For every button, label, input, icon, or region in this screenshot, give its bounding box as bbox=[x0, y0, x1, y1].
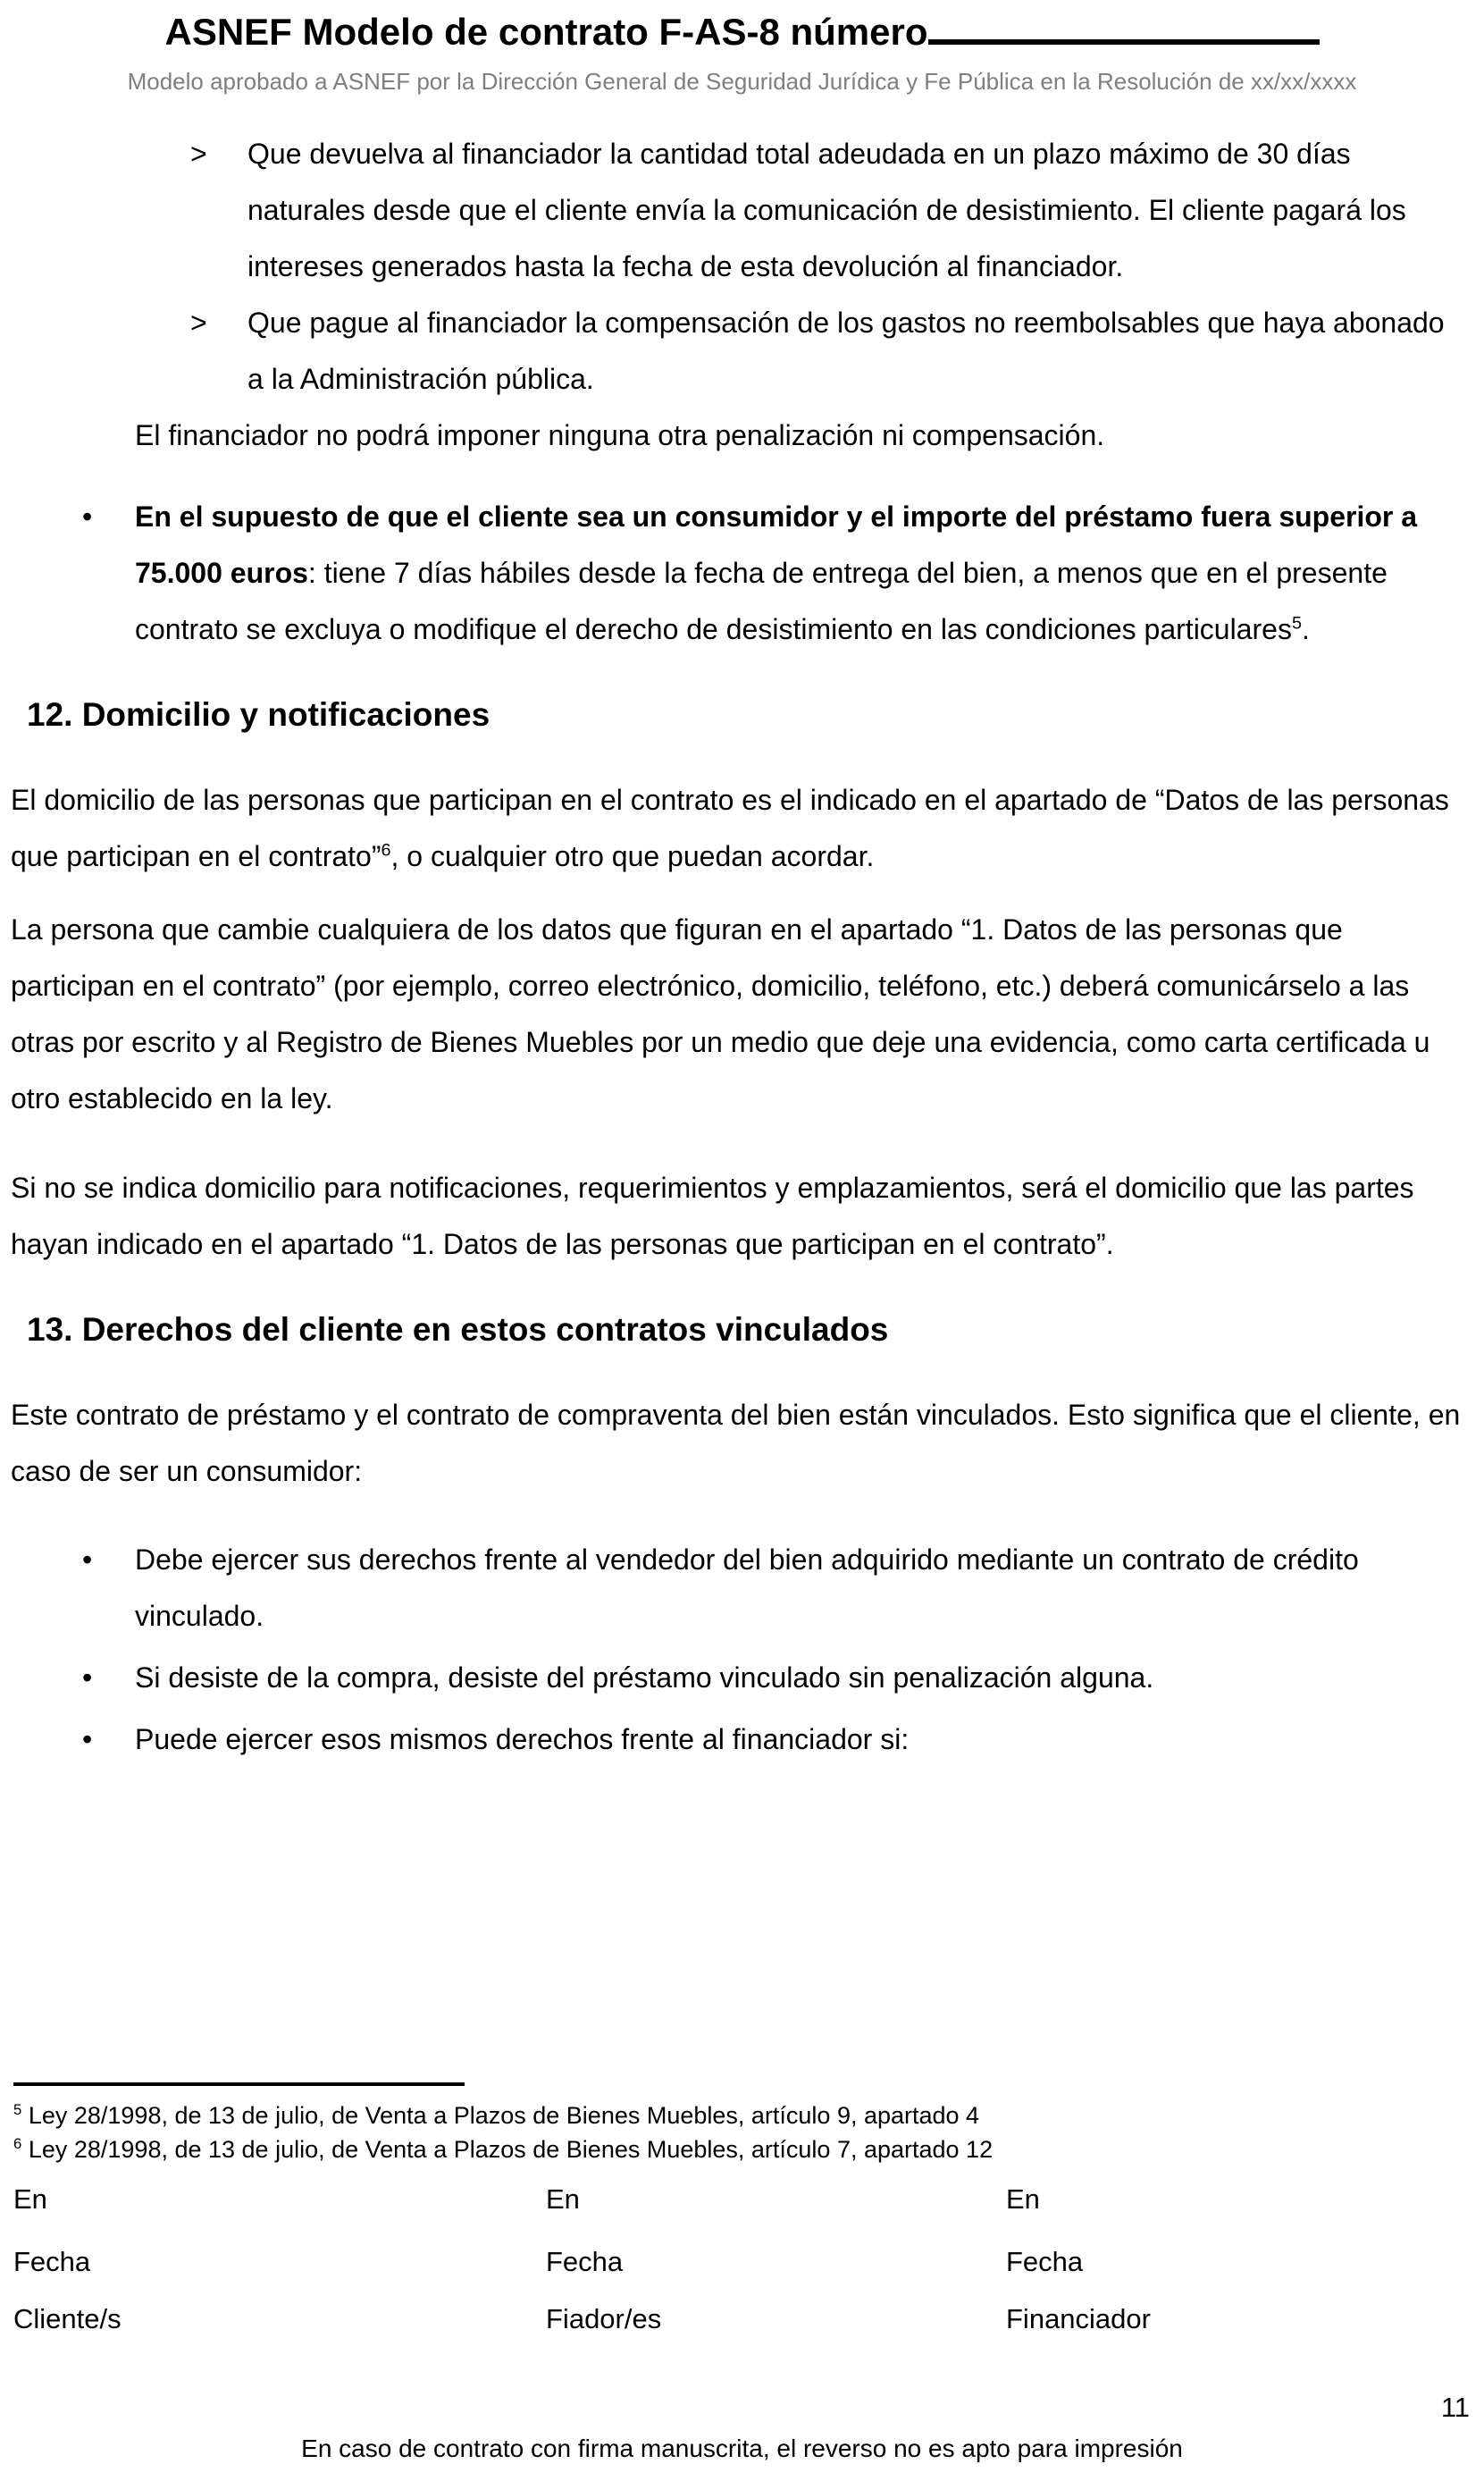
footnote-text: Ley 28/1998, de 13 de julio, de Venta a Plazos de Bienes Muebles, artículo 7, apartado 12 bbox=[28, 2136, 994, 2163]
signature-block bbox=[13, 2182, 1471, 2336]
dot-bullet-glyph: • bbox=[82, 500, 93, 533]
list-item bbox=[0, 1532, 1484, 1644]
party-label: Financiador bbox=[1006, 2303, 1151, 2334]
footnote bbox=[13, 2132, 1471, 2166]
arrow-bullet-glyph: > bbox=[190, 307, 207, 339]
date-label: Fecha bbox=[546, 2246, 624, 2277]
consumer-bullet-bold-text: En el supuesto de que el cliente sea un consumidor y el importe del préstamo fuera superior a 75.000 euros bbox=[135, 500, 1418, 589]
footnote-number: 5 bbox=[13, 2101, 22, 2118]
signature-column-financier bbox=[1006, 2182, 1471, 2336]
consumer-bullet-regular-text: : tiene 7 días hábiles desde la fecha de entrega del bien, a menos que en el presente contrato se excluya o modifique el derecho de desistimiento en las condiciones particulares bbox=[135, 557, 1388, 645]
list-item bbox=[0, 295, 1484, 408]
footnote-ref-6: 6 bbox=[381, 840, 391, 861]
footnote-separator-rule bbox=[13, 2082, 465, 2086]
date-label: Fecha bbox=[1006, 2246, 1084, 2277]
list-item-text: Que devuelva al financiador la cantidad total adeudada en un plazo máximo de 30 días naturales desde que el cliente envía la comunicación de desistimiento. El cliente pagará los intereses generados hasta la fecha de esta devolución al financiador. bbox=[247, 138, 1406, 282]
page-number: 11 bbox=[1440, 2392, 1470, 2423]
list-item-text: Puede ejercer esos mismos derechos frente al financiador si: bbox=[135, 1723, 910, 1755]
arrow-bullet-glyph: > bbox=[190, 138, 207, 170]
paragraph: La persona que cambie cualquiera de los datos que figuran en el apartado “1. Datos de las personas que participan en el contrato” (por ejemplo, correo electrónico, domicilio, teléfono, etc.) deberá comunicárselo a las otras por escrito y al Registro de Bienes Muebles por un medio que deje una evidencia, como carta certificada u otro establecido en la ley. bbox=[11, 913, 1430, 1114]
signature-column-client bbox=[13, 2182, 546, 2336]
paragraph-text: , o cualquier otro que puedan acordar. bbox=[390, 840, 875, 872]
list-item-text: Si desiste de la compra, desiste del préstamo vinculado sin penalización alguna. bbox=[135, 1661, 1154, 1694]
footnote bbox=[13, 2098, 1471, 2132]
dot-bullet-glyph: • bbox=[82, 1543, 93, 1576]
party-label: Fiador/es bbox=[546, 2303, 662, 2334]
paragraph: Si no se indica domicilio para notificaciones, requerimientos y emplazamientos, será el domicilio que las partes hayan indicado en el apartado “1. Datos de las personas que participan en el contrato”. bbox=[11, 1172, 1414, 1260]
linked-contract-rights-list bbox=[0, 1532, 1484, 1768]
list-item bbox=[0, 1650, 1484, 1706]
document-body bbox=[0, 126, 1484, 1768]
list-item-text: Que pague al financiador la compensación de los gastos no reembolsables que haya abonado a la Administración pública. bbox=[247, 307, 1445, 395]
document-header bbox=[0, 0, 1484, 54]
contract-number-blank bbox=[928, 9, 1320, 45]
section-12-heading: 12. Domicilio y notificaciones bbox=[27, 696, 490, 733]
signature-column-guarantor bbox=[546, 2182, 1006, 2336]
footnote-text: Ley 28/1998, de 13 de julio, de Venta a Plazos de Bienes Muebles, artículo 9, apartado 4 bbox=[28, 2102, 980, 2129]
paragraph bbox=[0, 772, 1484, 885]
document-title: ASNEF Modelo de contrato F-AS-8 número bbox=[164, 11, 928, 53]
paragraph: Este contrato de préstamo y el contrato de compraventa del bien están vinculados. Esto significa que el cliente, en caso de ser un consumidor: bbox=[11, 1399, 1461, 1487]
dot-bullet-glyph: • bbox=[82, 1661, 93, 1694]
place-label: En bbox=[1006, 2183, 1040, 2215]
dot-bullet-glyph: • bbox=[82, 1723, 93, 1755]
list-item-text: Debe ejercer sus derechos frente al vendedor del bien adquirido mediante un contrato de crédito vinculado. bbox=[135, 1543, 1359, 1632]
no-penalty-note: El financiador no podrá imponer ninguna otra penalización ni compensación. bbox=[135, 419, 1105, 451]
place-label: En bbox=[546, 2183, 580, 2215]
date-label: Fecha bbox=[13, 2246, 91, 2277]
section-13-heading: 13. Derechos del cliente en estos contratos vinculados bbox=[27, 1311, 889, 1348]
party-label: Cliente/s bbox=[13, 2303, 122, 2334]
handwritten-signature-note: En caso de contrato con firma manuscrita, el reverso no es apto para impresión bbox=[301, 2435, 1183, 2462]
place-label: En bbox=[13, 2183, 47, 2215]
footnote-number: 6 bbox=[13, 2135, 22, 2152]
approval-subtitle: Modelo aprobado a ASNEF por la Dirección General de Seguridad Jurídica y Fe Pública en la Resolución de xx/xx/xxxx bbox=[127, 68, 1357, 95]
list-item bbox=[0, 126, 1484, 295]
consumer-bullet-period: . bbox=[1301, 613, 1310, 645]
footnotes bbox=[13, 2082, 1471, 2166]
paragraph-text: El domicilio de las personas que participan en el contrato es el indicado en el apartado de “Datos de las personas que participan en el contrato” bbox=[11, 784, 1449, 872]
footnote-ref-5: 5 bbox=[1291, 613, 1302, 634]
list-item bbox=[0, 1711, 1484, 1768]
list-item bbox=[0, 489, 1484, 658]
